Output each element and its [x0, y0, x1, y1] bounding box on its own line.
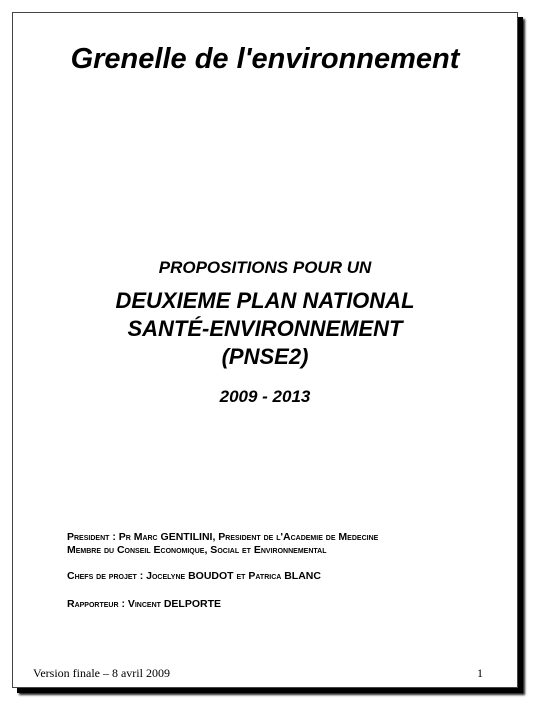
footer-version: Version finale – 8 avril 2009	[33, 666, 170, 680]
plan-title-line: DEUXIEME PLAN NATIONAL	[115, 288, 415, 313]
page-title: Grenelle de l'environnement	[70, 43, 460, 75]
pre-title: PROPOSITIONS POUR UN	[158, 258, 372, 277]
document-page	[12, 12, 518, 688]
plan-title-line: SANTÉ-ENVIRONNEMENT	[127, 316, 403, 341]
council-membership-line: Membre du Conseil Economique, Social et Environnemental	[67, 544, 327, 556]
plan-title-line: (PNSE2)	[221, 344, 309, 369]
rapporteur-line: Rapporteur : Vincent DELPORTE	[67, 598, 222, 610]
years-range: 2009 - 2013	[219, 387, 311, 406]
project-leads-line: Chefs de projet : Jocelyne BOUDOT et Patrica BLANC	[67, 570, 321, 582]
page-number: 1	[477, 666, 483, 680]
president-line: President : Pr Marc GENTILINI, President de l'Academie de Medecine	[67, 531, 379, 543]
